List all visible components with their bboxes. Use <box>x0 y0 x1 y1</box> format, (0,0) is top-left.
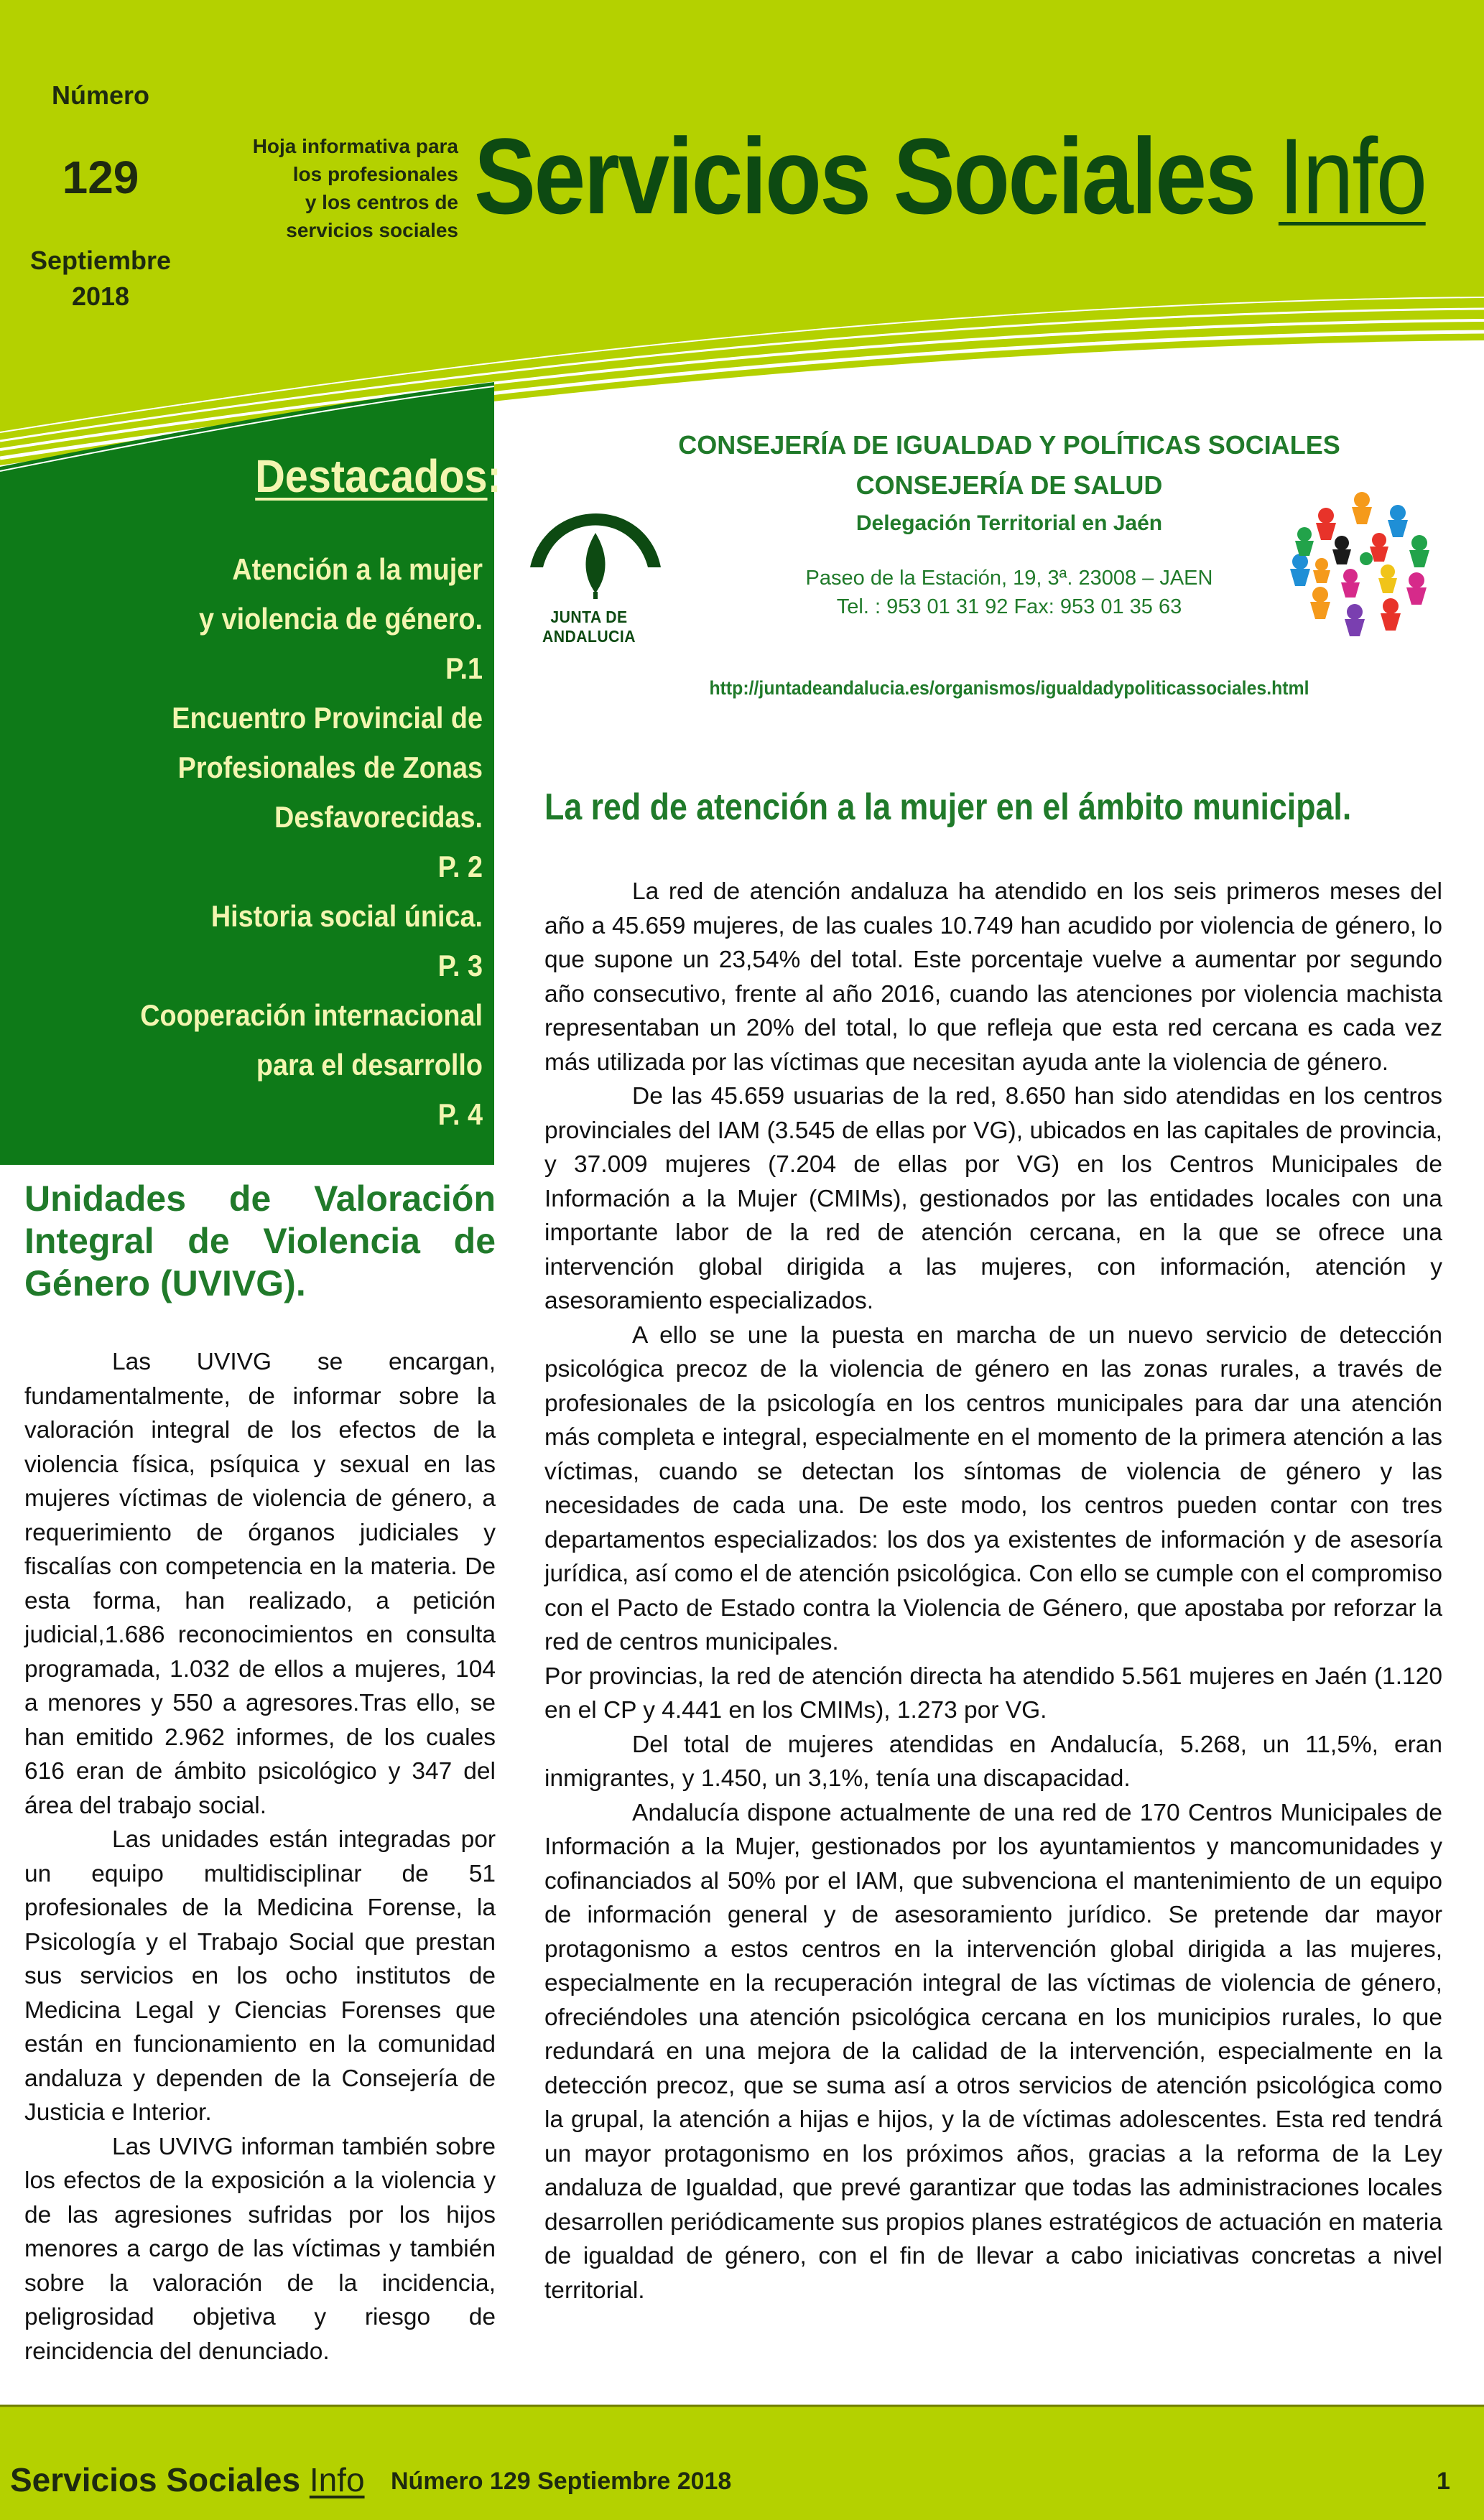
footer-issue: Número 129 Septiembre 2018 <box>391 2468 732 2495</box>
highlights-list <box>29 544 483 1139</box>
highlights-title <box>255 450 501 503</box>
main-article-paragraph: Por provincias, la red de atención directa ha atendido 5.561 mujeres en Jaén (1.120 en el CP y 4.441 en los CMIMs), 1.273 por VG. <box>544 1663 1442 1724</box>
highlight-page-ref: P. 4 <box>437 1097 483 1131</box>
side-article-paragraph: Las unidades están integradas por un equipo multidisciplinar de 51 profesionales de la Medicina Forense, la Psicología y el Trabajo Social que prestan sus servicios en los ocho institutos de Medicina Legal y Ciencias Forenses que están en funcionamiento en la comunidad andaluza y dependen de la Consejería de Justicia e Interior. <box>24 1826 496 2126</box>
highlight-item: Cooperación internacional <box>140 998 483 1032</box>
side-article-paragraph: Las UVIVG informan también sobre los efectos de la exposición a la violencia y de las agresiones sufridas por los hijos menores a cargo de las víctimas y también sobre la valoración de la incidencia, peligrosidad objetiva y riesgo de reincidencia del denunciado. <box>24 2133 496 2365</box>
masthead-main: Servicios Sociales <box>474 116 1255 236</box>
subtitle-line: los profesionales <box>292 163 458 185</box>
org-line-3: Delegación Territorial en Jaén <box>855 511 1163 535</box>
highlight-page-ref: P.1 <box>445 651 483 685</box>
footer-masthead-info: Info <box>309 2461 365 2498</box>
side-article-title: Unidades de Valoración Integral de Violencia de Género (UVIVG). <box>24 1178 496 1303</box>
main-article-paragraph: La red de atención andaluza ha atendido en los seis primeros meses del año a 45.659 mujeres, de las cuales 10.749 han acudido por violencia de género, lo que supone un 23,54% del total. Este porcentaje vuelve a aumentar por segundo año consecutivo, frente al año 2016, cuando las atenciones por violencia machista representaban un 20% del total, lo que refleja que esta red cercana es cada vez más utilizada por las víctimas que necesitan ayuda ante la violencia de género. <box>544 878 1442 1076</box>
masthead-title <box>474 116 1426 236</box>
highlight-item: Historia social única. <box>210 899 483 933</box>
org-line-1: CONSEJERÍA DE IGUALDAD Y POLÍTICAS SOCIALES <box>678 430 1340 460</box>
org-line-2: CONSEJERÍA DE SALUD <box>855 470 1163 500</box>
org-contact <box>611 564 1408 621</box>
main-article-paragraph: Del total de mujeres atendidas en Andalucía, 5.268, un 11,5%, eran inmigrantes, y 1.450, un 3,1%, tenía una discapacidad. <box>544 1731 1442 1792</box>
highlights-title-colon: : <box>487 450 501 502</box>
side-article-body <box>24 1345 496 2368</box>
highlight-item: para el desarrollo <box>256 1048 483 1082</box>
main-article-title: La red de atención a la mujer en el ámbito municipal. <box>544 786 1352 828</box>
main-article-body <box>544 875 1442 2307</box>
highlight-item: Encuentro Provincial de <box>172 701 483 735</box>
issue-number: 129 <box>62 152 139 203</box>
highlight-item: Profesionales de Zonas <box>177 750 483 784</box>
highlights-title-text: Destacados <box>255 450 488 502</box>
main-article-paragraph: De las 45.659 usuarias de la red, 8.650 han sido atendidas en los centros provinciales del IAM (3.545 de ellas por VG), ubicados en las capitales de provincia, y 37.009 mujeres (7.204 de ellas por VG) en los Centros Municipales de Información a la Mujer (CMIMs), gestionados por las entidades locales con una importante labor de la red de atención cercana, en la que se ofrece una intervención global dirigida a las mujeres, con información, atención y asesoramiento especializados. <box>544 1083 1442 1314</box>
side-article-paragraph: Las UVIVG se encargan, fundamentalmente, de informar sobre la valoración integral de los efectos de la violencia física, psíquica y sexual en las mujeres víctimas de violencia de género, a requerimiento de órganos judiciales y fiscalías con competencia en la materia. De esta forma, han realizado, a petición judicial,1.686 reconocimientos en consulta programada, 1.032 de ellos a mujeres, 104 a menores y 550 a agresores.Tras ello, se han emitido 2.962 informes, de los cuales 616 eran de ámbito psicológico y 347 del área del trabajo social. <box>24 1349 496 1819</box>
org-address: Paseo de la Estación, 19, 3ª. 23008 – JAEN <box>805 567 1213 590</box>
org-url-link[interactable]: http://juntadeandalucia.es/organismos/igualdadypoliticassociales.html <box>709 677 1309 699</box>
main-article-paragraph: A ello se une la puesta en marcha de un nuevo servicio de detección psicológica precoz de la violencia de género en las zonas rurales, a través de profesionales de la psicología en los centros municipales para dar una atención más completa e integral, especialmente en el momento de la primera atención a las víctimas, cuando se detectan los síntomas de violencia de género y las necesidades de cada una. De este modo, los centros pueden contar con tres departamentos especializados: los dos ya existentes de información y de asesoría jurídica, así como el de atención psicológica. Con ello se cumple con el compromiso con el Pacto de Estado contra la Violencia de Género, que apostaba por reforzar la red de centros municipales. <box>544 1321 1442 1655</box>
masthead-info: Info <box>1278 116 1426 236</box>
main-article-paragraph: Andalucía dispone actualmente de una red de 170 Centros Municipales de Información a la Mujer, gestionados por los ayuntamientos y mancomunidades y cofinanciados al 50% por el IAM, que subvenciona el mantenimiento de un equipo de información general y de asesoramiento jurídico. Se pretende dar mayor protagonismo a estos centros en la intervención global dirigida a las mujeres, especialmente en la recuperación integral de las víctimas de violencia de género, ofreciéndoles una atención psicológica cercana en los municipios rurales, lo que redundará en una mejora de la calidad de la intervención, especialmente en la detección precoz, que se suma así a otros servicios de atención psicológica como la grupal, la atención a hijas e hijos, y la de víctimas adolescentes. Esta red tendrá un mayor protagonismo en los próximos años, gracias a la reforma de la Ley andaluza de Igualdad, que prevé garantizar que todas las administraciones locales desarrollen periódicamente sus propios planes estratégicos de actuación en materia de igualdad de género, con el fin de llevar a cabo iniciativas concretas a nivel territorial. <box>544 1799 1442 2304</box>
org-heading <box>611 425 1408 541</box>
issue-month: Septiembre <box>29 246 172 275</box>
page-number: 1 <box>1437 2468 1450 2495</box>
highlight-item: Desfavorecidas. <box>274 800 483 834</box>
subtitle-line: y los centros de <box>305 191 458 213</box>
org-phones: Tel. : 953 01 31 92 Fax: 953 01 35 63 <box>836 595 1182 618</box>
highlight-item: Atención a la mujer <box>232 552 483 586</box>
issue-year: 2018 <box>71 282 130 311</box>
subtitle-line: Hoja informativa para <box>252 135 458 157</box>
footer-masthead <box>10 2460 365 2499</box>
highlight-item: y violencia de género. <box>199 602 483 636</box>
footer-masthead-main: Servicios Sociales <box>10 2461 301 2498</box>
newsletter-subtitle <box>208 132 458 244</box>
highlight-page-ref: P. 2 <box>437 850 483 883</box>
issue-label: Número <box>51 80 150 110</box>
highlight-page-ref: P. 3 <box>437 949 483 982</box>
subtitle-line: servicios sociales <box>286 219 458 241</box>
junta-logo-text: JUNTA DE ANDALUCIA <box>542 608 636 646</box>
